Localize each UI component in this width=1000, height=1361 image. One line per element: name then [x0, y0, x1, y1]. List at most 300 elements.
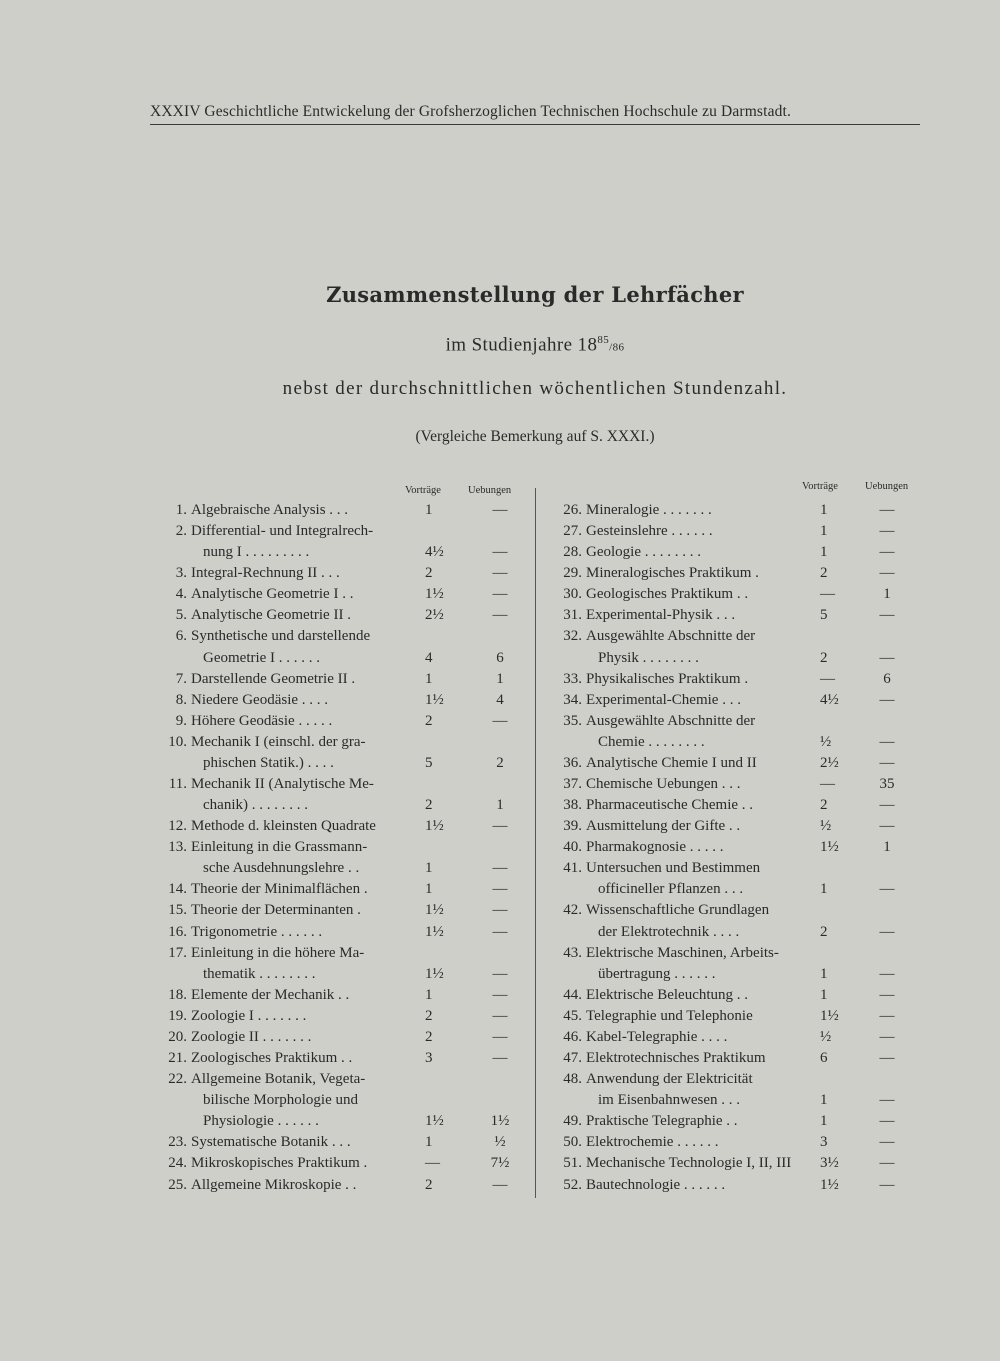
subject-number: 20. [168, 1028, 187, 1045]
subject-name: Elektrochemie . . . . . . [586, 1134, 719, 1151]
vortraege-hours: 1 [820, 965, 828, 982]
subject-line [545, 1090, 920, 1111]
uebungen-hours: 6 [883, 670, 891, 687]
vortraege-hours: 1½ [425, 923, 444, 940]
subject-name: Elektrische Maschinen, Arbeits- [586, 944, 779, 961]
uebungen-hours: — [879, 502, 895, 518]
vortraege-hours: 1 [820, 502, 828, 518]
subject-number: 7. [175, 670, 187, 687]
subject-number: 42. [563, 902, 582, 919]
subject-line [150, 1090, 535, 1111]
uebungen-hours: — [492, 544, 508, 561]
vortraege-hours: 1½ [425, 691, 444, 708]
vortraege-hours: — [820, 670, 835, 687]
uebungen-hours: — [879, 691, 895, 708]
subject-number: 24. [168, 1155, 187, 1172]
subject-line [545, 816, 920, 837]
subject-name: Ausgewählte Abschnitte der [586, 712, 756, 729]
year-superscript: 85 [597, 334, 610, 346]
subject-line [150, 900, 535, 921]
subject-number: 25. [168, 1176, 187, 1193]
subject-line [150, 1175, 535, 1196]
subject-number: 36. [563, 754, 582, 771]
vortraege-hours: ½ [820, 818, 832, 835]
vortraege-hours: 2 [425, 1176, 433, 1193]
vortraege-hours: 3½ [820, 1155, 839, 1172]
uebungen-hours: — [879, 733, 895, 750]
subject-name: Einleitung in die Grassmann- [191, 839, 368, 856]
vortraege-hours: 4½ [425, 544, 444, 561]
subject-name: Niedere Geodäsie . . . . [191, 691, 329, 708]
subject-line [545, 500, 920, 521]
vortraege-hours: 1 [820, 881, 828, 898]
subject-line [150, 500, 535, 521]
vortraege-hours: 4½ [820, 691, 839, 708]
vortraege-hours: 2 [425, 1007, 433, 1024]
uebungen-hours: — [492, 607, 508, 624]
subject-name: Zoologisches Praktikum . . [191, 1050, 353, 1067]
subject-name: chanik) . . . . . . . . [203, 797, 308, 814]
subject-name: Zoologie I . . . . . . . [191, 1007, 307, 1024]
subject-name: Elektrische Beleuchtung . . [586, 986, 749, 1003]
subject-line [150, 648, 535, 669]
subject-number: 29. [563, 565, 582, 582]
uebungen-hours: — [879, 649, 895, 666]
subject-number: 30. [563, 586, 582, 603]
uebungen-hours: — [879, 1092, 895, 1109]
subject-line [150, 605, 535, 626]
subject-name: Experimental-Chemie . . . [586, 691, 741, 708]
uebungen-hours: — [492, 586, 508, 603]
subject-name: Theorie der Determinanten . [191, 902, 361, 919]
uebungen-hours: ½ [494, 1134, 506, 1151]
subject-number: 48. [563, 1071, 582, 1088]
subject-line [150, 816, 535, 837]
vortraege-hours: 2 [820, 565, 828, 582]
subject-name: Geologie . . . . . . . . [586, 544, 701, 561]
uebungen-hours: — [492, 881, 508, 898]
uebungen-hours: 1 [496, 670, 504, 687]
subject-number: 21. [168, 1050, 187, 1067]
uebungen-hours: — [492, 1028, 508, 1045]
vortraege-hours: 2 [820, 797, 828, 814]
uebungen-hours: 7½ [490, 1155, 510, 1172]
subject-line [150, 922, 535, 943]
subject-name: Höhere Geodäsie . . . . . [191, 712, 333, 729]
subject-number: 34. [563, 691, 582, 708]
subject-number: 15. [168, 902, 187, 919]
vortraege-hours: 1½ [425, 818, 444, 835]
subject-line [545, 985, 920, 1006]
vortraege-hours: 2 [820, 923, 828, 940]
subject-name: Physik . . . . . . . . [598, 649, 699, 666]
subject-number: 26. [563, 502, 582, 518]
vortraege-hours: 1½ [425, 586, 444, 603]
left-header-vortraege: Vorträge [405, 485, 441, 496]
subject-line [545, 837, 920, 858]
subject-number: 4. [175, 586, 187, 603]
subject-line [545, 964, 920, 985]
subject-line [545, 774, 920, 795]
page-title: Zusammenstellung der Lehrfächer [326, 282, 744, 307]
subject-line [150, 795, 535, 816]
subject-number: 10. [168, 733, 187, 750]
subject-name: Anwendung der Elektricität [586, 1071, 753, 1088]
uebungen-hours: 4 [496, 691, 504, 708]
subject-number: 13. [168, 839, 187, 856]
subject-line [150, 943, 535, 964]
subject-line [545, 1069, 920, 1090]
subject-name: Elemente der Mechanik . . [191, 986, 350, 1003]
subject-number: 9. [175, 712, 187, 729]
running-header: XXXIV Geschichtliche Entwickelung der Grofsherzoglichen Technischen Hochschule zu Darmstadt. [150, 103, 791, 120]
vortraege-hours: 1 [820, 1113, 828, 1130]
subject-line [150, 563, 535, 584]
subject-number: 23. [168, 1134, 187, 1151]
subject-line [545, 858, 920, 879]
subject-line [545, 605, 920, 626]
header-rule [150, 124, 920, 125]
vortraege-hours: 1½ [820, 839, 839, 856]
uebungen-hours: — [492, 965, 508, 982]
subject-line [150, 711, 535, 732]
subject-name: Gesteinslehre . . . . . . [586, 523, 713, 540]
uebungen-hours: — [879, 1176, 895, 1193]
vortraege-hours: 2 [425, 797, 433, 814]
reference-note: (Vergleiche Bemerkung auf S. XXXI.) [415, 428, 655, 445]
subject-name: Chemische Uebungen . . . [586, 776, 741, 793]
subject-name: Mikroskopisches Praktikum . [191, 1155, 368, 1172]
uebungen-hours: 6 [496, 649, 504, 666]
vortraege-hours: 1 [425, 670, 433, 687]
subject-number: 43. [563, 944, 582, 961]
vortraege-hours: 1 [425, 502, 433, 518]
subject-line [150, 521, 535, 542]
subject-name: Systematische Botanik . . . [191, 1134, 351, 1151]
subject-name: bilische Morphologie und [203, 1092, 358, 1109]
uebungen-hours: — [879, 1113, 895, 1130]
left-subject-list [150, 500, 535, 1196]
subject-number: 45. [563, 1007, 582, 1024]
subject-name: Methode d. kleinsten Quadrate [191, 818, 376, 835]
subject-number: 35. [563, 712, 582, 729]
uebungen-hours: 1 [883, 839, 891, 856]
subject-line [545, 795, 920, 816]
uebungen-hours: 1 [496, 797, 504, 814]
subject-line [545, 943, 920, 964]
subject-name: Geologisches Praktikum . . [586, 586, 749, 603]
uebungen-hours: — [879, 523, 895, 540]
subject-line [150, 626, 535, 647]
subject-name: Pharmakognosie . . . . . [586, 839, 724, 856]
subject-line [545, 626, 920, 647]
subject-number: 44. [563, 986, 582, 1003]
subject-line [545, 521, 920, 542]
subject-line [545, 648, 920, 669]
subject-name: Algebraische Analysis . . . [191, 502, 349, 518]
vortraege-hours: 1 [820, 1092, 828, 1109]
subtitle-hours: nebst der durchschnittlichen wöchentlichen Stundenzahl. [282, 378, 788, 399]
subject-line [150, 542, 535, 563]
subject-name: Mechanik I (einschl. der gra- [191, 733, 366, 750]
subject-line [545, 542, 920, 563]
vortraege-hours: 3 [820, 1134, 828, 1151]
uebungen-hours: — [879, 881, 895, 898]
subject-name: officineller Pflanzen . . . [598, 881, 744, 898]
subject-line [545, 900, 920, 921]
subject-name: thematik . . . . . . . . [203, 965, 316, 982]
uebungen-hours: — [492, 818, 508, 835]
subject-line [150, 1132, 535, 1153]
vortraege-hours: 2 [425, 565, 433, 582]
vortraege-hours: 1 [425, 1134, 433, 1151]
subject-line [150, 1153, 535, 1174]
vortraege-hours: 1½ [425, 965, 444, 982]
subject-line [545, 753, 920, 774]
subject-number: 41. [563, 860, 582, 877]
subject-number: 22. [168, 1071, 187, 1088]
subject-number: 16. [168, 923, 187, 940]
subject-line [545, 1153, 920, 1174]
vortraege-hours: 5 [820, 607, 828, 624]
subject-name: Mineralogie . . . . . . . [586, 502, 712, 518]
year-fraction: /86 [609, 341, 625, 354]
subject-name: Allgemeine Mikroskopie . . [191, 1176, 357, 1193]
subject-line [545, 1132, 920, 1153]
subject-number: 39. [563, 818, 582, 835]
subject-number: 17. [168, 944, 187, 961]
subject-name: Theorie der Minimalflächen . [191, 881, 368, 898]
subject-line [150, 985, 535, 1006]
subject-number: 27. [563, 523, 582, 540]
subject-name: Darstellende Geometrie II . [191, 670, 356, 687]
subject-line [545, 879, 920, 900]
subject-number: 2. [175, 523, 187, 540]
subject-line [150, 837, 535, 858]
uebungen-hours: — [879, 754, 895, 771]
uebungen-hours: — [879, 818, 895, 835]
subject-name: Praktische Telegraphie . . [586, 1113, 738, 1130]
subject-name: Physiologie . . . . . . [203, 1113, 319, 1130]
subject-line [150, 584, 535, 605]
subject-name: Physikalisches Praktikum . [586, 670, 749, 687]
subject-number: 19. [168, 1007, 187, 1024]
subject-line [150, 753, 535, 774]
subject-line [150, 690, 535, 711]
uebungen-hours: — [492, 1176, 508, 1193]
uebungen-hours: — [492, 902, 508, 919]
uebungen-hours: — [492, 712, 508, 729]
subject-name: Einleitung in die höhere Ma- [191, 944, 365, 961]
column-divider [535, 488, 536, 1198]
subject-line [150, 1048, 535, 1069]
subject-line [150, 669, 535, 690]
vortraege-hours: ½ [820, 733, 832, 750]
vortraege-hours: 1½ [425, 902, 444, 919]
uebungen-hours: 2 [496, 754, 504, 771]
subject-number: 37. [563, 776, 582, 793]
subtitle-prefix: im Studienjahre 18 [445, 334, 598, 356]
subject-line [545, 1027, 920, 1048]
subject-name: Bautechnologie . . . . . . [586, 1176, 726, 1193]
subject-line [150, 964, 535, 985]
vortraege-hours: 2 [425, 712, 433, 729]
subject-name: phischen Statik.) . . . . [203, 754, 334, 771]
vortraege-hours: 2 [425, 1028, 433, 1045]
subject-number: 31. [563, 607, 582, 624]
subject-name: im Eisenbahnwesen . . . [598, 1092, 741, 1109]
subject-name: Allgemeine Botanik, Vegeta- [191, 1071, 366, 1088]
subject-name: Differential- und Integralrech- [191, 523, 374, 540]
uebungen-hours: — [879, 986, 895, 1003]
subject-name: Trigonometrie . . . . . . [191, 923, 323, 940]
vortraege-hours: 1½ [820, 1007, 839, 1024]
uebungen-hours: — [879, 565, 895, 582]
vortraege-hours: 1 [425, 860, 433, 877]
subject-line [545, 922, 920, 943]
uebungen-hours: — [492, 502, 508, 518]
uebungen-hours: — [492, 923, 508, 940]
subject-name: Mineralogisches Praktikum . [586, 565, 759, 582]
subject-name: Zoologie II . . . . . . . [191, 1028, 312, 1045]
vortraege-hours: 1 [820, 986, 828, 1003]
subject-line [545, 1006, 920, 1027]
vortraege-hours: 2 [820, 649, 828, 666]
uebungen-hours: — [879, 544, 895, 561]
subject-number: 1. [175, 502, 187, 518]
uebungen-hours: 1½ [490, 1113, 510, 1130]
uebungen-hours: 35 [879, 776, 895, 793]
vortraege-hours: 6 [820, 1050, 828, 1067]
subject-number: 12. [168, 818, 187, 835]
subject-name: Pharmaceutische Chemie . . [586, 797, 754, 814]
vortraege-hours: 1½ [425, 1113, 444, 1130]
subject-line [150, 1027, 535, 1048]
subject-number: 14. [168, 881, 187, 898]
subject-line [150, 774, 535, 795]
right-header-vortraege: Vorträge [802, 481, 838, 492]
uebungen-hours: — [879, 1028, 895, 1045]
subject-line [545, 1048, 920, 1069]
subject-line [545, 711, 920, 732]
subject-number: 46. [563, 1028, 582, 1045]
uebungen-hours: — [492, 986, 508, 1003]
uebungen-hours: 1 [883, 586, 891, 603]
subject-line [150, 879, 535, 900]
vortraege-hours: 2½ [425, 607, 444, 624]
uebungen-hours: — [879, 607, 895, 624]
subject-line [545, 1175, 920, 1196]
subject-number: 51. [563, 1155, 582, 1172]
subject-line [150, 1069, 535, 1090]
vortraege-hours: 4 [425, 649, 433, 666]
uebungen-hours: — [492, 1007, 508, 1024]
subject-name: Telegraphie und Telephonie [586, 1007, 753, 1024]
subject-line [150, 858, 535, 879]
uebungen-hours: — [492, 565, 508, 582]
subject-name: Mechanik II (Analytische Me- [191, 776, 374, 793]
subject-name: Mechanische Technologie I, II, III [586, 1155, 792, 1172]
subject-name: Synthetische und darstellende [191, 628, 371, 645]
subject-name: Geometrie I . . . . . . [203, 649, 321, 666]
subject-name: sche Ausdehnungslehre . . [203, 860, 360, 877]
subject-line [545, 584, 920, 605]
subject-number: 11. [168, 776, 187, 793]
left-header-uebungen: Uebungen [468, 485, 512, 496]
subtitle-year [150, 334, 920, 356]
vortraege-hours: 2½ [820, 754, 839, 771]
subject-line [545, 669, 920, 690]
subject-name: nung I . . . . . . . . . [203, 544, 310, 561]
vortraege-hours: 3 [425, 1050, 433, 1067]
subject-number: 18. [168, 986, 187, 1003]
vortraege-hours: 1 [820, 544, 828, 561]
subject-name: Integral-Rechnung II . . . [191, 565, 340, 582]
subject-name: Analytische Geometrie II . [191, 607, 351, 624]
subject-number: 6. [175, 628, 187, 645]
subject-line [545, 563, 920, 584]
subject-name: Ausgewählte Abschnitte der [586, 628, 756, 645]
subject-number: 52. [563, 1176, 582, 1193]
vortraege-hours: 1 [820, 523, 828, 540]
uebungen-hours: — [879, 965, 895, 982]
subject-number: 40. [563, 839, 582, 856]
vortraege-hours: 5 [425, 754, 433, 771]
subject-number: 47. [563, 1050, 582, 1067]
uebungen-hours: — [879, 797, 895, 814]
subject-number: 38. [563, 797, 582, 814]
subject-name: Analytische Geometrie I . . [191, 586, 354, 603]
vortraege-hours: 1 [425, 986, 433, 1003]
subject-name: Ausmittelung der Gifte . . [586, 818, 741, 835]
subject-line [150, 732, 535, 753]
subject-name: Untersuchen und Bestimmen [586, 860, 761, 877]
subject-line [150, 1111, 535, 1132]
subject-number: 28. [563, 544, 582, 561]
subject-line [545, 1111, 920, 1132]
uebungen-hours: — [879, 923, 895, 940]
subject-name: Elektrotechnisches Praktikum [586, 1050, 766, 1067]
right-subject-list [545, 500, 920, 1196]
vortraege-hours: — [820, 776, 835, 793]
uebungen-hours: — [879, 1155, 895, 1172]
subject-line [150, 1006, 535, 1027]
uebungen-hours: — [879, 1007, 895, 1024]
subject-name: Wissenschaftliche Grundlagen [586, 902, 770, 919]
subject-name: übertragung . . . . . . [598, 965, 716, 982]
subject-name: der Elektrotechnik . . . . [598, 923, 740, 940]
uebungen-hours: — [492, 860, 508, 877]
subject-number: 32. [563, 628, 582, 645]
subject-line [545, 690, 920, 711]
subject-name: Analytische Chemie I und II [586, 754, 757, 771]
uebungen-hours: — [879, 1050, 895, 1067]
vortraege-hours: 1 [425, 881, 433, 898]
subject-number: 33. [563, 670, 582, 687]
vortraege-hours: — [425, 1155, 440, 1172]
vortraege-hours: — [820, 586, 835, 603]
right-header-uebungen: Uebungen [865, 481, 909, 492]
subject-name: Experimental-Physik . . . [586, 607, 736, 624]
vortraege-hours: ½ [820, 1028, 832, 1045]
subject-number: 5. [175, 607, 187, 624]
subject-number: 3. [175, 565, 187, 582]
subject-line [545, 732, 920, 753]
subject-number: 8. [175, 691, 187, 708]
uebungen-hours: — [492, 1050, 508, 1067]
subject-number: 50. [563, 1134, 582, 1151]
uebungen-hours: — [879, 1134, 895, 1151]
